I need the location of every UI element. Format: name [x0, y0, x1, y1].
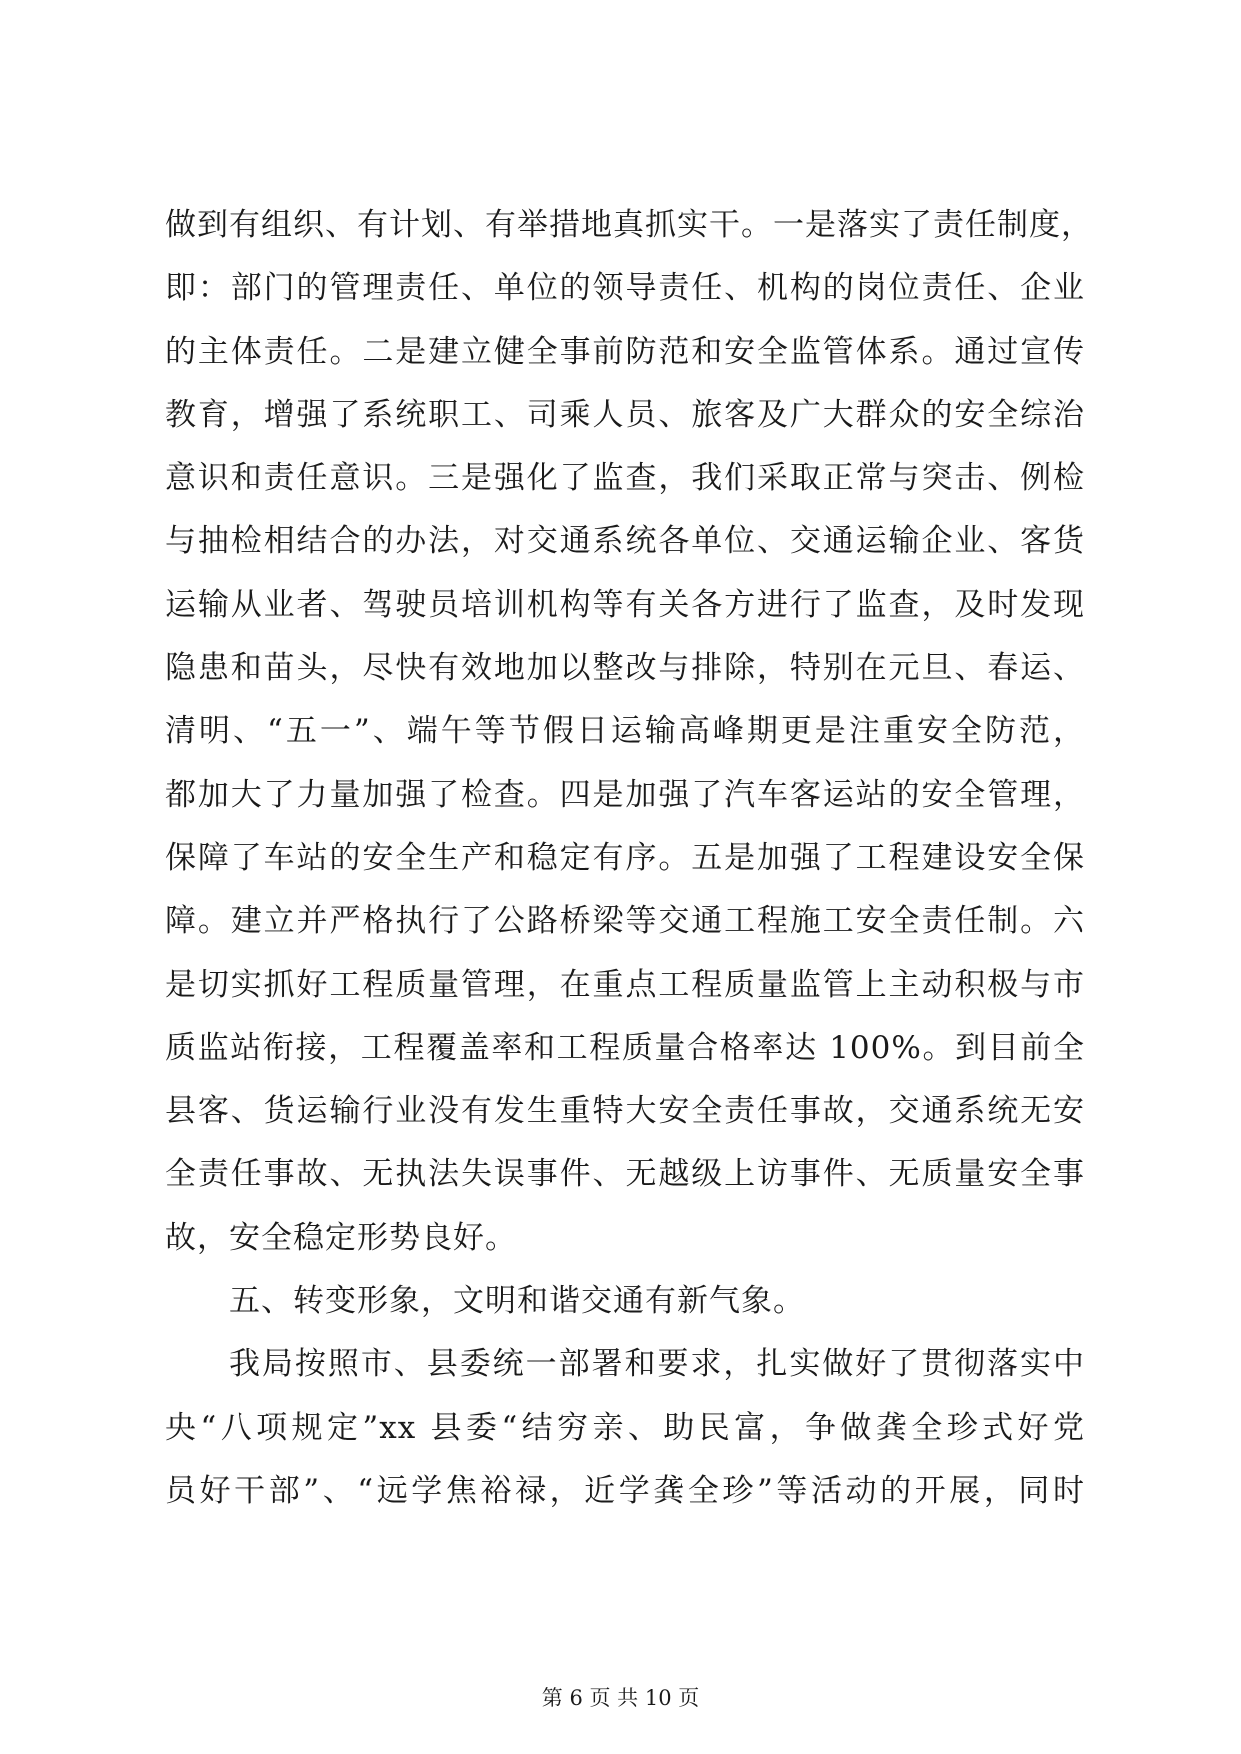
text-line: 故，安全稳定形势良好。 [165, 1219, 517, 1256]
text-line: 隐患和苗头，尽快有效地加以整改与排除，特别在元旦、春运、 [165, 650, 1085, 687]
text-line: 都加大了力量加强了检查。四是加强了汽车客运站的安全管理， [165, 776, 1085, 813]
text-line: 我局按照市、县委统一部署和要求，扎实做好了贯彻落实中 [229, 1346, 1085, 1383]
text-line: 县客、货运输行业没有发生重特大安全责任事故，交通系统无安 [165, 1093, 1085, 1130]
text-line: 清明、“五一”、端午等节假日运输高峰期更是注重安全防范， [165, 713, 1085, 750]
text-line: 与抽检相结合的办法，对交通系统各单位、交通运输企业、客货 [165, 523, 1085, 560]
text-line: 保障了车站的安全生产和稳定有序。五是加强了工程建设安全保 [165, 839, 1085, 876]
section-heading: 五、转变形象，文明和谐交通有新气象。 [229, 1283, 805, 1320]
text-line: 做到有组织、有计划、有举措地真抓实干。一是落实了责任制度， [165, 207, 1093, 243]
text-line: 意识和责任意识。三是强化了监查，我们采取正常与突击、例检 [165, 460, 1085, 497]
page-number-footer: 第 6 页 共 10 页 [541, 1686, 700, 1710]
text-line: 障。建立并严格执行了公路桥梁等交通工程施工安全责任制。六 [165, 903, 1085, 940]
text-line: 央“八项规定”xx 县委“结穷亲、助民富，争做龚全珍式好党 [165, 1409, 1085, 1446]
text-line: 运输从业者、驾驶员培训机构等有关各方进行了监查，及时发现 [165, 586, 1085, 623]
text-line: 的主体责任。二是建立健全事前防范和安全监管体系。通过宣传 [165, 333, 1085, 370]
body-text [165, 194, 1093, 1523]
text-line: 员好干部”、“远学焦裕禄，近学龚全珍”等活动的开展，同时 [165, 1472, 1085, 1509]
text-line: 即：部门的管理责任、单位的领导责任、机构的岗位责任、企业 [165, 270, 1085, 307]
text-line: 全责任事故、无执法失误事件、无越级上访事件、无质量安全事 [165, 1156, 1085, 1193]
text-line: 教育，增强了系统职工、司乘人员、旅客及广大群众的安全综治 [165, 396, 1085, 433]
text-line: 质监站衔接，工程覆盖率和工程质量合格率达 100%。到目前全 [165, 1029, 1085, 1066]
text-line: 是切实抓好工程质量管理，在重点工程质量监管上主动积极与市 [165, 966, 1085, 1003]
